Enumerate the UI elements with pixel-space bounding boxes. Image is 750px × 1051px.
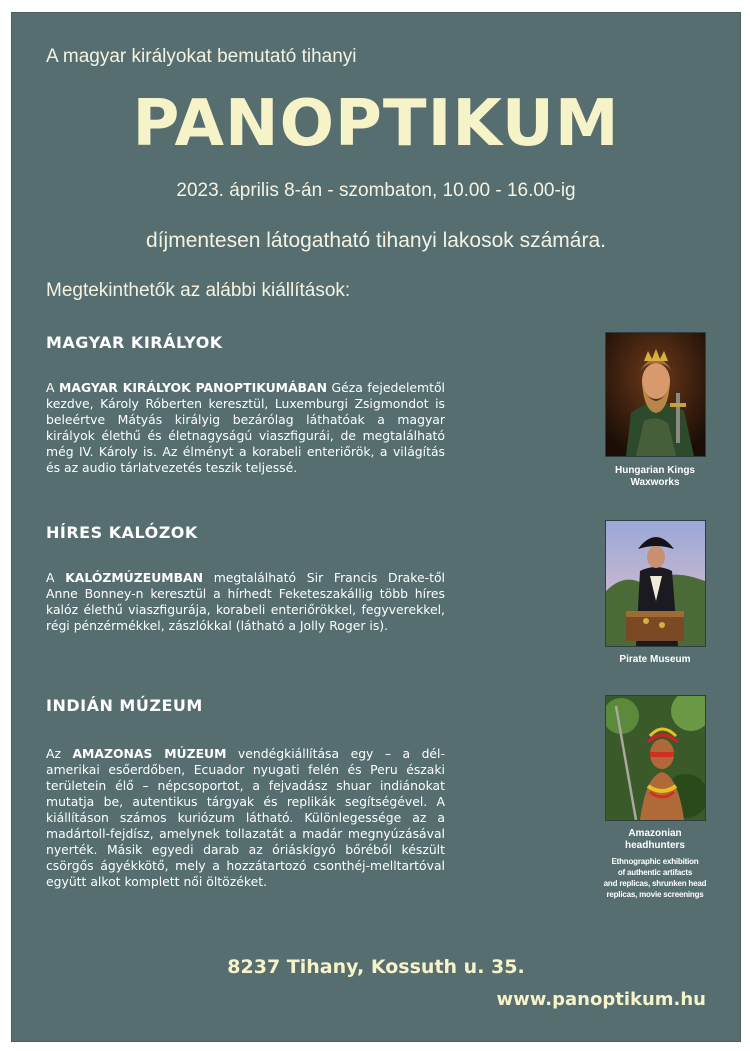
section-text-indian [46,746,445,890]
body-text: vendégkiállítása egy – a dél-amerikai esőerdőben, Ecuador nyugati felén és Peru északi területein élő – népcsoportot, a fejvadász shuar indiánokat mutatja be, autentikus tárgyak és replikák segítségével. A kiállításon számos kuriózum látható. Különlegessége az a madártoll-fejdísz, amelynek tollazatát a madár megnyúzásával nyerték. Másik egyedi darab az óriáskígyó bőréből készült csörgős ágyékkötő, mely a hozzátartozó csonthéj-melltartóval együtt alkot komplett női öltözéket. [46,746,445,889]
section-heading-kings: MAGYAR KIRÁLYOK [46,333,223,352]
section-text-kings [46,380,445,476]
section-text-pirates [46,570,445,634]
caption-indian: Amazonian headhunters [624,828,685,851]
intro-text: A magyar királyokat bemutató tihanyi [46,46,357,67]
free-entry-line: díjmentesen látogatható tihanyi lakosok számára. [146,229,606,252]
exhibitions-intro: Megtekinthetők az alábbi kiállítások: [46,280,351,301]
body-text: megtalálható Sir Francis Drake-től Anne Bonney-n keresztül a hírhedt Feketeszakállig több híres kalóz élethű viaszfigurája, korabeli enteriőrökkel, fegyverekkel, régi pénzérmékkel, zászlókkal (látható a Jolly Roger is). [46,570,445,633]
lead-word: A [46,380,55,395]
lead-word: Az [46,746,61,761]
section-heading-indian: INDIÁN MÚZEUM [46,696,203,715]
subcaption-indian: Ethnographic exhibition of authentic artifacts and replicas, shrunken head replicas, movie screenings [603,857,707,899]
website-link[interactable]: www.panoptikum.hu [496,989,706,1010]
photo-pirate [605,520,706,647]
highlight-name: AMAZONAS MÚZEUM [72,746,227,761]
photo-amazonian [605,695,706,821]
address: 8237 Tihany, Kossuth u. 35. [227,956,525,978]
photo-wax-king [605,332,706,457]
highlight-name: KALÓZMÚZEUMBAN [65,570,203,585]
highlight-name: MAGYAR KIRÁLYOK PANOPTIKUMÁBAN [59,380,327,395]
body-text: Géza fejedelemtől kezdve, Károly Róberten keresztül, Luxemburgi Zsigmondot is beleértve Mátyás királyig bezárólag láthatóak a magyar királyok élethű és életnagyságú viaszfigurái, de megtalálható még IV. Károly is. Az élményt a korabeli enteriőrök, a világítás és az audio tárlatvezetés teszik teljessé. [46,380,445,475]
poster [11,12,741,1042]
caption-kings: Hungarian Kings Waxworks [614,465,695,488]
page-title: PANOPTIKUM [132,87,620,161]
date-line: 2023. április 8-án - szombaton, 10.00 - 16.00-ig [176,180,576,201]
section-heading-pirates: HÍRES KALÓZOK [46,523,198,542]
caption-pirates: Pirate Museum [619,654,691,665]
lead-word: A [46,570,55,585]
